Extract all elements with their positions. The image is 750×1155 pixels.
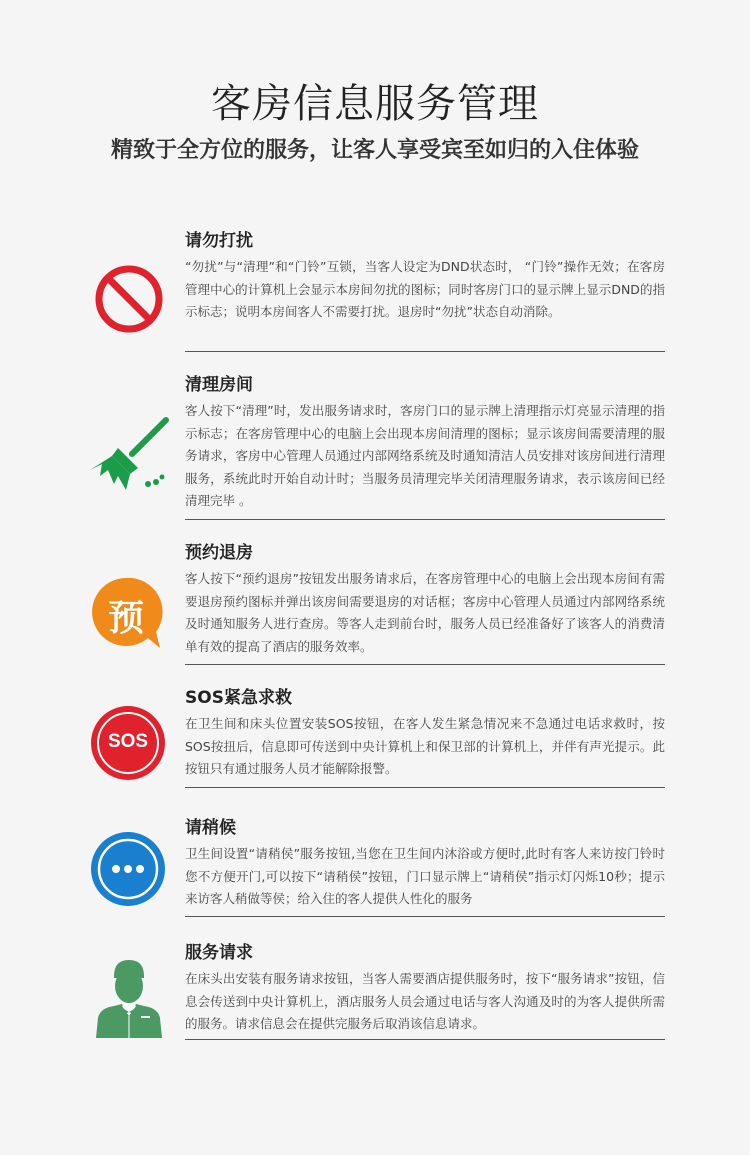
- sos-icon: [90, 705, 166, 781]
- divider: [185, 519, 665, 520]
- feature-title: 服务请求: [185, 943, 253, 963]
- feature-description: 卫生间设置“请稍侯”服务按钮,当您在卫生间内沐浴或方便时,此时有客人来访按门铃时您不方便开门,可以按下“请稍侯”按钮，门口显示牌上“请稍侯”指示灯闪烁10秒；提示来访客人稍做等侯；给入住的客人提供人性化的服务: [185, 846, 665, 906]
- feature-description: 在卫生间和床头位置安装SOS按钮，在客人发生紧急情况来不急通过电话求救时，按SOS按扭后，信息即可传送到中央计算机上和保卫部的计算机上，并伴有声光提示。此按钮只有通过服务人员才能解除报警。: [185, 716, 665, 776]
- feature-description: 客人按下“预约退房”按钮发出服务请求后，在客房管理中心的电脑上会出现本房间有需要退房预约图标并弹出该房间需要退房的对话框；客房中心管理人员通过内部网络系统及时通知服务人进行查房。等客人走到前台时，服务人员已经准备好了该客人的消费清单有效的提高了酒店的服务效率。: [185, 571, 665, 654]
- divider: [185, 1039, 665, 1040]
- ellipsis-icon: [90, 831, 166, 907]
- sos-glyph: SOS: [107, 731, 149, 752]
- feature-description: 在床头出安装有服务请求按钮，当客人需要酒店提供服务时，按下“服务请求”按钮，信息会传送到中央计算机上，酒店服务人员会通过电话与客人沟通及时的为客人提供所需的服务。请求信息会在提供完服务后取消该信息请求。: [185, 971, 665, 1031]
- feature-description: “勿扰”与“清理”和“门铃”互锁，当客人设定为DND状态时， “门铃”操作无效；在客房管理中心的计算机上会显示本房间勿扰的图标；同时客房门口的显示牌上显示DND的指示标志；说明本房间客人不需要打扰。退房时“勿扰”状态自动消除。: [185, 259, 665, 319]
- page-subtitle: 精致于全方位的服务，让客人享受宾至如归的入住体验: [110, 138, 639, 163]
- page-title: 客房信息服务管理: [211, 81, 539, 127]
- divider: [185, 351, 665, 352]
- divider: [185, 787, 665, 788]
- divider: [185, 916, 665, 917]
- feature-title: 请稍候: [185, 818, 236, 838]
- feature-title: SOS紧急求救: [185, 688, 292, 708]
- feature-title: 清理房间: [185, 375, 253, 395]
- feature-description: 客人按下“清理”时，发出服务请求时，客房门口的显示牌上清理指示灯亮显示清理的指示标志；在客房管理中心的电脑上会出现本房间清理的图标；显示该房间需要清理的服务请求，客房中心管理人员通过内部网络系统及时通知清洁人员安排对该房间进行清理服务，系统此时开始自动计时；当服务员清理完毕关闭清理服务请求，表示该房间已经清理完毕 。: [185, 403, 665, 508]
- broom-icon: [88, 414, 170, 496]
- checkout-reservation-icon: [90, 576, 164, 652]
- waiter-icon: [94, 956, 164, 1040]
- divider: [185, 664, 665, 665]
- checkout-glyph: 预: [107, 598, 144, 639]
- feature-title: 请勿打扰: [185, 231, 253, 251]
- feature-title: 预约退房: [185, 543, 253, 563]
- no-entry-icon: [94, 264, 164, 334]
